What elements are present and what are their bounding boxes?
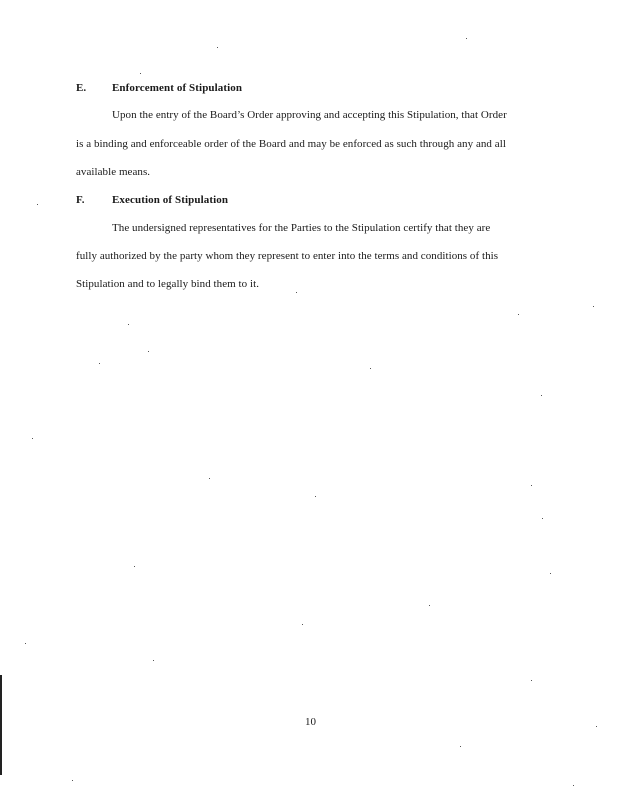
scan-speck [209, 478, 210, 479]
section-e-line-2: is a binding and enforceable order of the Board and may be enforced as such through any and all [76, 138, 506, 150]
scan-speck [99, 363, 100, 364]
scan-speck [148, 351, 149, 352]
scan-speck [542, 518, 543, 519]
scan-speck [593, 306, 594, 307]
scan-speck [466, 38, 467, 39]
scan-speck [25, 643, 26, 644]
scan-speck [550, 573, 551, 574]
section-f-line-1: The undersigned representatives for the Parties to the Stipulation certify that they are [112, 222, 491, 234]
section-f-line-3: Stipulation and to legally bind them to it. [76, 278, 260, 290]
section-e-title: Enforcement of Stipulation [112, 82, 243, 94]
scan-speck [302, 624, 303, 625]
scan-speck [134, 566, 135, 567]
scan-speck [460, 746, 461, 747]
section-e-heading [76, 82, 242, 94]
section-f-line-2: fully authorized by the party whom they represent to enter into the terms and conditions of this [76, 250, 499, 262]
section-e-line-1: Upon the entry of the Board’s Order approving and accepting this Stipulation, that Order [112, 109, 507, 121]
page-number: 10 [305, 716, 316, 728]
scan-speck [72, 780, 73, 781]
scan-speck [128, 324, 129, 325]
section-e-letter: E. [76, 82, 87, 94]
section-f-letter: F. [76, 194, 85, 206]
scan-speck [217, 47, 218, 48]
scan-speck [429, 605, 430, 606]
scan-speck [153, 660, 154, 661]
scan-speck [296, 292, 297, 293]
scan-speck [518, 314, 519, 315]
section-f-title: Execution of Stipulation [112, 194, 229, 206]
scan-speck [315, 496, 316, 497]
scan-speck [140, 73, 141, 74]
scan-speck [596, 726, 597, 727]
section-f-heading [76, 194, 228, 206]
scan-speck [531, 680, 532, 681]
scan-speck [370, 368, 371, 369]
scan-speck [573, 785, 574, 786]
scan-speck [32, 438, 33, 439]
section-e-line-3: available means. [76, 166, 151, 178]
scan-speck [531, 485, 532, 486]
scan-speck [541, 395, 542, 396]
scan-speck [37, 204, 38, 205]
